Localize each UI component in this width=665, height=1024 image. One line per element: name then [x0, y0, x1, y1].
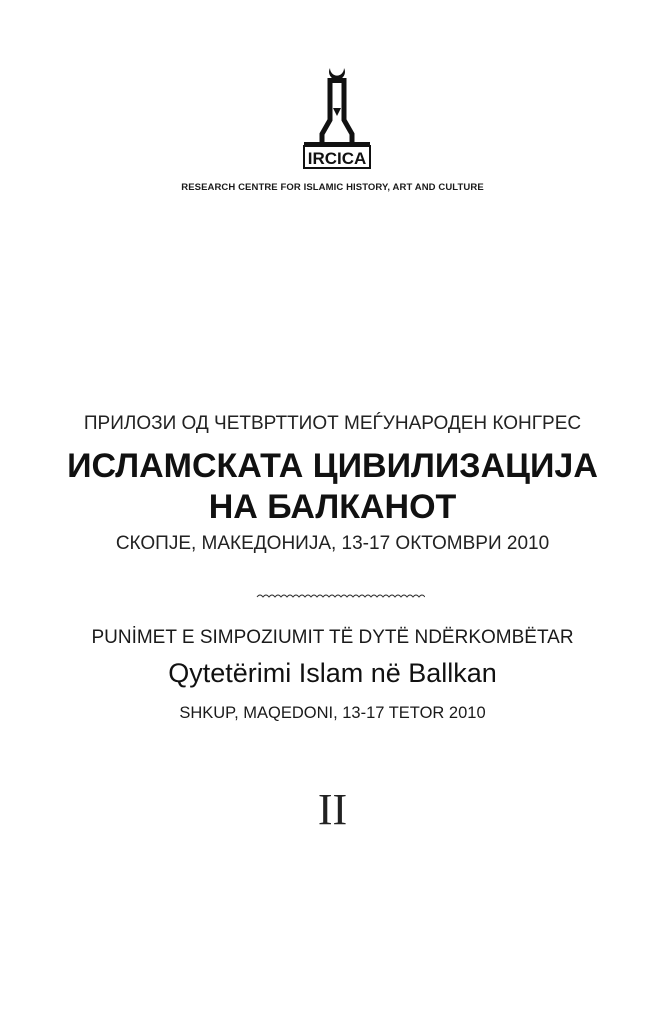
albanian-title: Qytetërimi Islam në Ballkan: [168, 658, 497, 688]
logo-text: IRCICA: [307, 149, 367, 168]
ircica-logo: [292, 60, 382, 180]
ircica-minaret-logo-icon: [292, 60, 382, 180]
wavy-divider-icon: [255, 590, 425, 604]
organization-name: RESEARCH CENTRE FOR ISLAMIC HISTORY, ART AND CULTURE: [181, 182, 484, 193]
albanian-place-date: SHKUP, MAQEDONI, 13-17 TETOR 2010: [179, 704, 486, 722]
albanian-subtitle: PUNİMET E SIMPOZIUMIT TË DYTË NDËRKOMBËTAR: [91, 627, 574, 648]
volume-number: II: [317, 785, 348, 834]
macedonian-place-date: СКОПЈЕ, МАКЕДОНИЈА, 13-17 ОКТОМВРИ 2010: [115, 533, 550, 554]
macedonian-title-line1: ИСЛАМСКАТА ЦИВИЛИЗАЦИЈА: [67, 447, 598, 485]
macedonian-title-line2: НА БАЛКАНОТ: [208, 488, 457, 526]
macedonian-subtitle: ПРИЛОЗИ ОД ЧЕТВРТТИОТ МЕЃУНАРОДЕН КОНГРЕС: [83, 413, 582, 434]
